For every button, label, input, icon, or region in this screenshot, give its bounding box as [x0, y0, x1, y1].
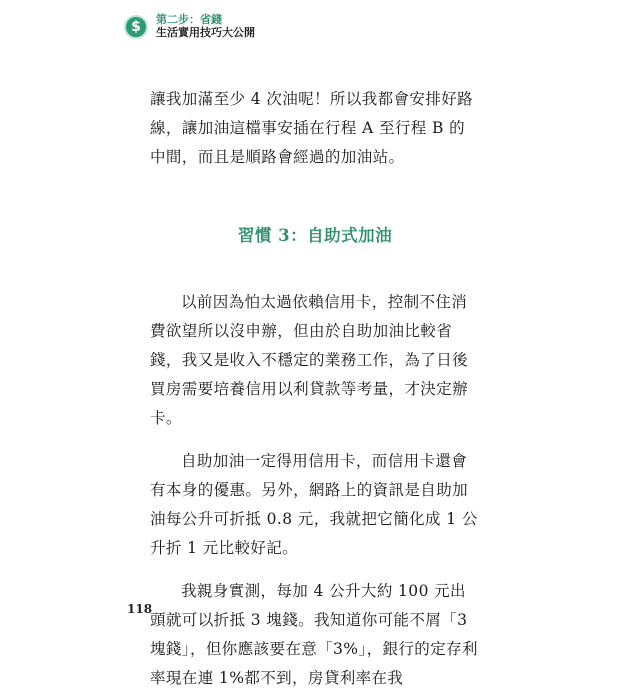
paragraph: 以前因為怕太過依賴信用卡，控制不住消費欲望所以沒申辦，但由於自助加油比較省錢，我又是收入不穩定的業務工作，為了日後買房需要培養信用以利貸款等考量，才決定辦卡。: [150, 293, 469, 427]
intro-paragraph: 讓我加滿至少 4 次油呢！所以我都會安排好路線，讓加油這檔事安插在行程 A 至行程 B 的中間，而且是順路會經過的加油站。: [150, 90, 474, 166]
book-title: 生活實用技巧大公開: [156, 26, 255, 39]
paragraph: 我親身實測，每加 4 公升大約 100 元出頭就可以折抵 3 塊錢。我知道你可能不屑「3 塊錢」，但你應該要在意「3%」，銀行的定存利率現在連 1%都不到，房貸利率在我: [150, 582, 478, 687]
spacer: [150, 172, 480, 224]
paragraph: 自助加油一定得用信用卡，而信用卡還會有本身的優惠。另外，網路上的資訊是自助加油每公升可折抵 0.8 元，我就把它簡化成 1 公升折 1 元比較好記。: [150, 452, 478, 557]
chapter-title: 第二步：省錢: [156, 13, 222, 27]
running-header: [124, 10, 255, 44]
header-text: [156, 14, 255, 39]
spacer: [150, 433, 480, 447]
section-heading: 習慣 3：自助式加油: [237, 226, 393, 245]
page-body: [150, 85, 480, 693]
spacer: [150, 563, 480, 577]
spacer: [150, 248, 480, 288]
dollar-coin-icon: $: [124, 15, 148, 39]
page-number: 118: [127, 602, 153, 616]
